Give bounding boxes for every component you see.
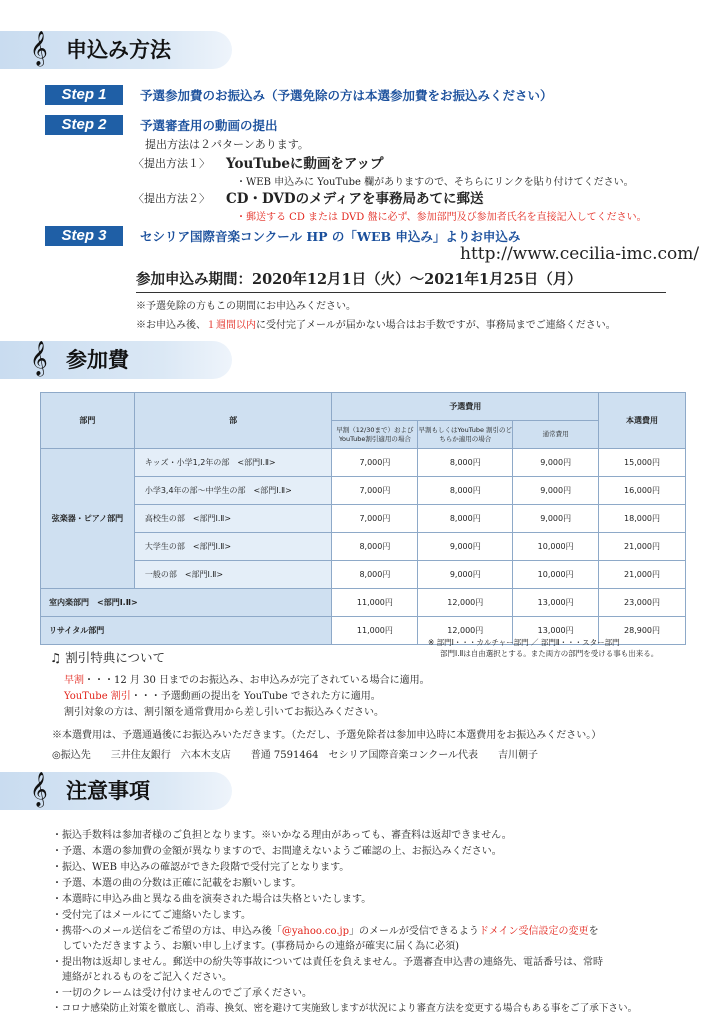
header-early: 早割（12/30まで）および YouTube割引適用の場合 — [332, 421, 418, 449]
part-cell: キッズ・小学1,2年の部 <部門Ⅰ.Ⅱ> — [134, 449, 332, 477]
note-item: ・コロナ感染防止対策を徹底し、消毒、換気、密を避けて実施致しますが状況により審査方法を変更する場合もある事をご了承下さい。 — [52, 1003, 638, 1014]
discount-youtube: YouTube 割引・・・予選動画の提出を YouTube でされた方に適用。 — [64, 691, 381, 702]
note-item: ・本選時に申込み曲と異なる曲を演奏された場合は失格といたします。 — [52, 894, 372, 905]
method1-title: YouTubeに動画をアップ — [226, 156, 384, 172]
fee-cell: 7,000円 — [332, 477, 418, 505]
fee-cell: 15,000円 — [599, 449, 686, 477]
part-cell: 一般の部 <部門Ⅰ.Ⅱ> — [134, 561, 332, 589]
table-row — [41, 533, 686, 561]
fee-cell: 12,000円 — [418, 589, 513, 617]
category-strings: 弦楽器・ピアノ部門 — [41, 449, 135, 589]
treble-clef-icon: 𝄞 — [30, 341, 48, 376]
fee-cell: 9,000円 — [418, 533, 513, 561]
fee-cell: 8,000円 — [418, 449, 513, 477]
header-either: 早割もしくはYouTube 割引のどちらか適用の場合 — [418, 421, 513, 449]
bank-info: ◎振込先 三井住友銀行 六本木支店 普通 7591464 セシリア国際音楽コンクール代表 吉川朝子 — [52, 750, 539, 761]
recital-cell: リサイタル部門 — [41, 617, 332, 645]
table-note-2: 部門Ⅰ.Ⅱは自由選択とする。また両方の部門を受ける事も出来る。 — [440, 649, 659, 658]
step1-text: 予選参加費のお振込み（予選免除の方は本選参加費をお振込みください） — [140, 88, 553, 103]
fee-cell: 10,000円 — [513, 561, 599, 589]
section-title: 注意事項 — [66, 778, 150, 803]
fee-cell: 7,000円 — [332, 449, 418, 477]
note-item: ・提出物は返却しません。郵送中の紛失等事故については責任を負えません。予選審査申込書の連絡先、電話番号は、常時 — [52, 957, 603, 968]
period-note-2: ※お申込み後、１週間以内に受付完了メールが届かない場合はお手数ですが、事務局までご連絡ください。 — [136, 320, 616, 331]
header-prelim: 予選費用 — [332, 393, 599, 421]
note-item: ・受付完了はメールにてご連絡いたします。 — [52, 910, 251, 921]
table-row — [41, 589, 686, 617]
website-url[interactable]: http://www.cecilia-imc.com/ — [460, 244, 700, 264]
header-part: 部 — [134, 393, 332, 449]
step2-badge: Step 2 — [45, 115, 123, 135]
treble-clef-icon: 𝄞 — [30, 31, 48, 66]
fee-cell: 13,000円 — [513, 589, 599, 617]
section-header-application — [0, 31, 232, 69]
table-row — [41, 477, 686, 505]
step3-text: セシリア国際音楽コンクール HP の「WEB 申込み」よりお申込み — [140, 229, 521, 244]
note-item-cont: 連絡がとれるものをご記入ください。 — [62, 972, 232, 983]
fee-cell: 8,000円 — [418, 505, 513, 533]
discount-heading: ♫ 割引特典について — [50, 650, 165, 665]
fee-cell: 9,000円 — [513, 477, 599, 505]
fee-cell: 9,000円 — [513, 449, 599, 477]
note-item-cont: していただきますよう、お願い申し上げます。(事務局からの連絡が確実に届く為に必須) — [62, 941, 460, 952]
fee-cell: 23,000円 — [599, 589, 686, 617]
method2-title: CD・DVDのメディアを事務局あてに郵送 — [226, 191, 484, 207]
note-item: ・一切のクレームは受け付けませんのでご了承ください。 — [52, 988, 312, 999]
note-item: ・振込、WEB 申込みの確認ができた段階で受付完了となります。 — [52, 862, 350, 873]
fee-cell: 16,000円 — [599, 477, 686, 505]
fee-cell: 9,000円 — [513, 505, 599, 533]
fee-cell: 8,000円 — [332, 561, 418, 589]
section-title: 申込み方法 — [66, 37, 171, 62]
step2-text: 予選審査用の動画の提出 — [140, 118, 278, 133]
fee-cell: 7,000円 — [332, 505, 418, 533]
table-row — [41, 449, 686, 477]
step1-badge: Step 1 — [45, 85, 123, 105]
section-header-notes — [0, 772, 232, 810]
fee-cell: 8,000円 — [418, 477, 513, 505]
fee-table — [40, 392, 686, 645]
fee-cell: 28,900円 — [599, 617, 686, 645]
fee-cell: 13,000円 — [513, 617, 599, 645]
header-final: 本選費用 — [599, 393, 686, 449]
part-cell: 大学生の部 <部門Ⅰ.Ⅱ> — [134, 533, 332, 561]
table-row — [41, 505, 686, 533]
fee-cell: 10,000円 — [513, 533, 599, 561]
period-note-1: ※予選免除の方もこの期間にお申込みください。 — [136, 301, 356, 312]
step3-badge: Step 3 — [45, 226, 123, 246]
fee-cell: 11,000円 — [332, 589, 418, 617]
music-note-icon: ♫ — [50, 650, 62, 665]
step2-patterns: 提出方法は２パターンあります。 — [145, 138, 309, 151]
method1-label: 〈提出方法１〉 — [133, 157, 210, 170]
note-item: ・予選、本選の曲の分数は正確に記載をお願いします。 — [52, 878, 302, 889]
method2-note: ・郵送する CD または DVD 盤に必ず、参加部門及び参加者氏名を直接記入してください。 — [236, 212, 647, 223]
discount-early: 早割・・・12 月 30 日までのお振込み、お申込みが完了されている場合に適用。 — [64, 675, 430, 686]
discount-target: 割引対象の方は、割引額を通常費用から差し引いてお振込みください。 — [64, 707, 384, 718]
table-note-1: ※ 部門Ⅰ・・・カルチャー部門 ／ 部門Ⅱ・・・スター部門 — [428, 638, 620, 647]
note-item: ・携帯へのメール送信をご希望の方は、申込み後「@yahoo.co.jp」のメールが受信できるようドメイン受信設定の変更を — [52, 926, 599, 937]
section-header-fees — [0, 341, 232, 379]
part-cell: 小学3,4年の部〜中学生の部 <部門Ⅰ.Ⅱ> — [134, 477, 332, 505]
method1-note: ・WEB 申込みに YouTube 欄がありますので、そちらにリンクを貼り付けてください。 — [236, 177, 634, 188]
part-cell: 高校生の部 <部門Ⅰ.Ⅱ> — [134, 505, 332, 533]
table-row — [41, 561, 686, 589]
header-normal: 通常費用 — [513, 421, 599, 449]
chamber-cell: 室内楽部門 <部門Ⅰ.Ⅱ> — [41, 589, 332, 617]
fee-cell: 8,000円 — [332, 533, 418, 561]
fee-cell: 11,000円 — [332, 617, 418, 645]
final-fee-note: ※本選費用は、予選通過後にお振込みいただきます。（ただし、予選免除者は参加申込時に本選費用をお振込みください。） — [52, 730, 602, 741]
fee-cell: 18,000円 — [599, 505, 686, 533]
note-item: ・予選、本選の参加費の金額が異なりますので、お間違えないようご確認の上、お振込みください。 — [52, 846, 502, 857]
fee-cell: 12,000円 — [418, 617, 513, 645]
application-period: 参加申込み期間：2020年12月1日（火）～2021年1月25日（月） — [136, 268, 666, 293]
fee-cell: 9,000円 — [418, 561, 513, 589]
section-title: 参加費 — [66, 347, 129, 372]
treble-clef-icon: 𝄞 — [30, 772, 48, 807]
fee-cell: 21,000円 — [599, 533, 686, 561]
fee-cell: 21,000円 — [599, 561, 686, 589]
method2-label: 〈提出方法２〉 — [133, 192, 210, 205]
note-item: ・振込手数料は参加者様のご負担となります。※いかなる理由があっても、審査料は返却できません。 — [52, 830, 512, 841]
header-dept: 部門 — [41, 393, 135, 449]
